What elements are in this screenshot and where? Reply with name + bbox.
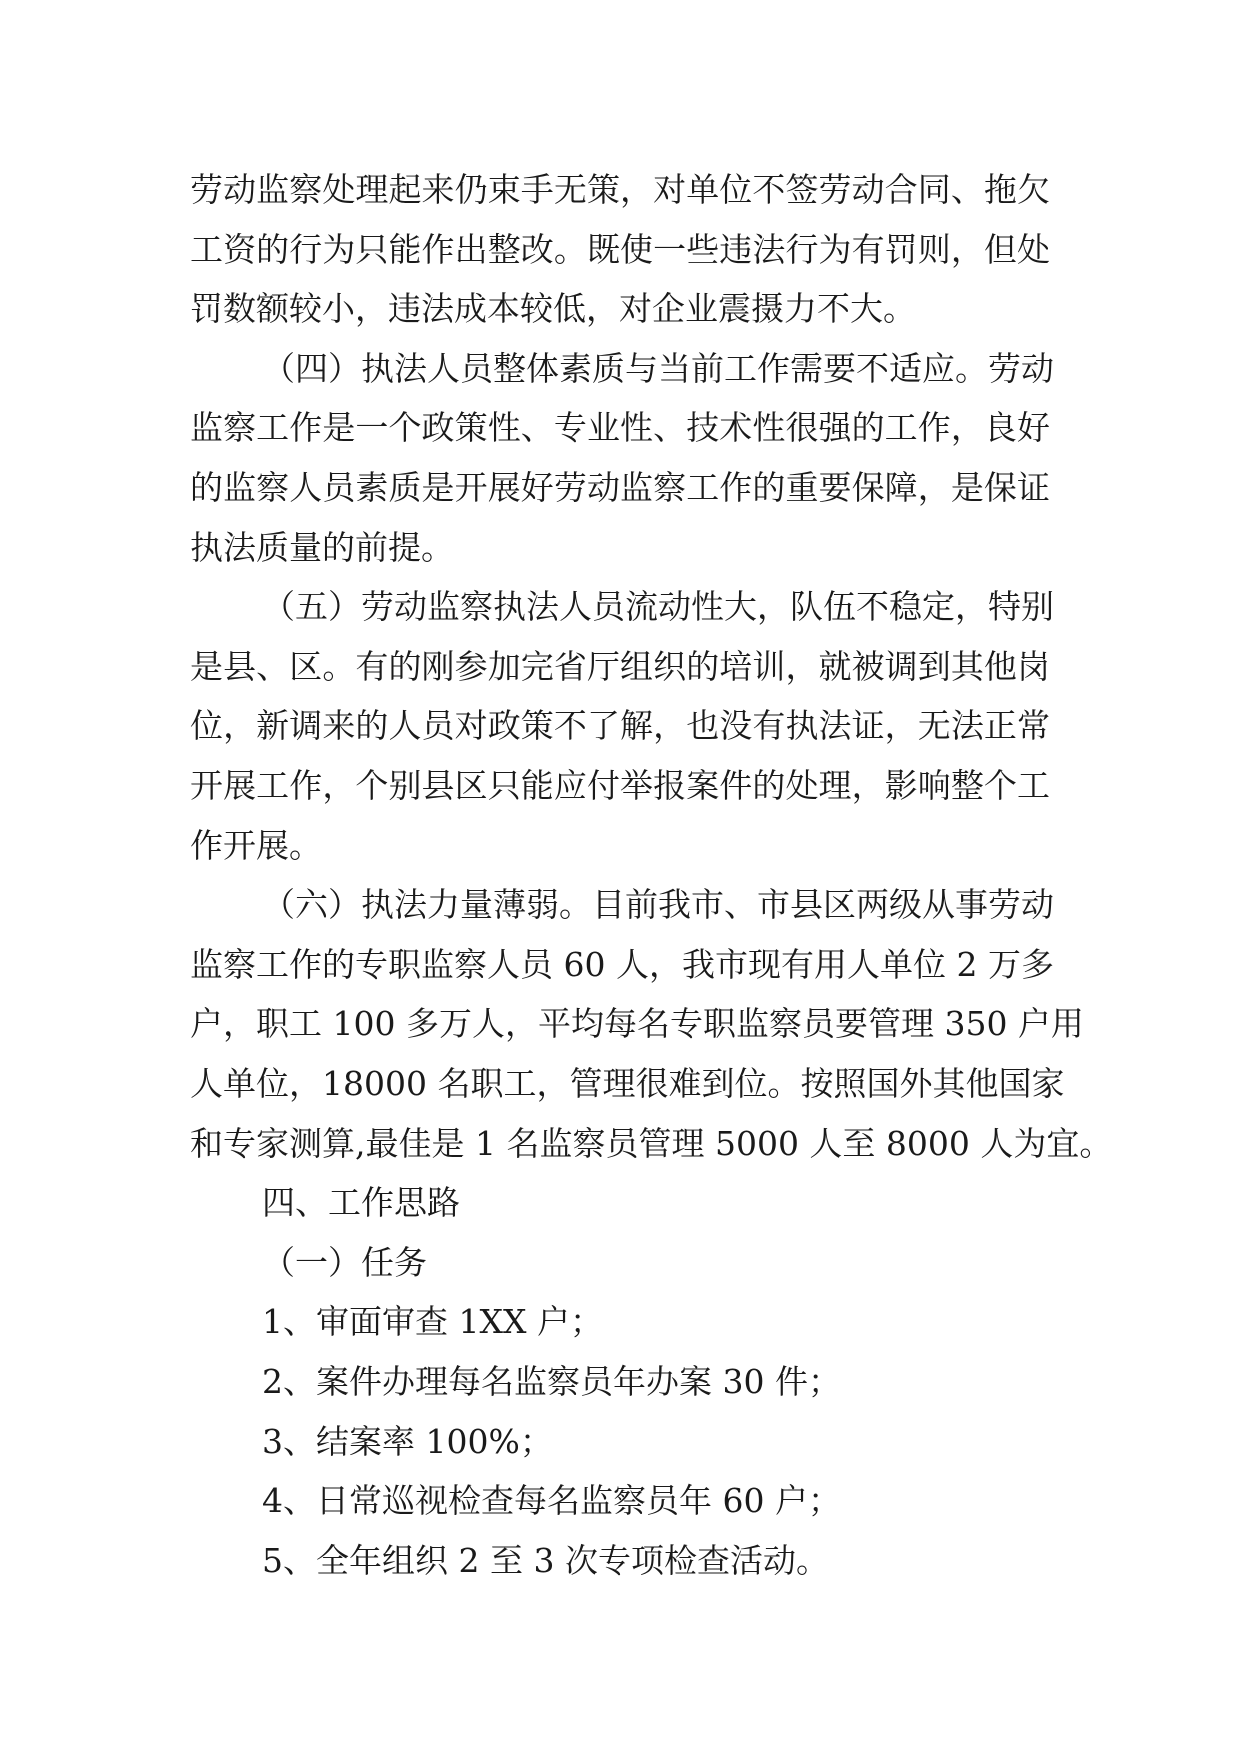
text-line: 的监察人员素质是开展好劳动监察工作的重要保障，是保证 bbox=[190, 468, 1050, 507]
text-line: 户，职工 100 多万人，平均每名专职监察员要管理 350 户用 bbox=[190, 1004, 1084, 1044]
text-line: （五）劳动监察执法人员流动性大，队伍不稳定，特别 bbox=[262, 587, 1054, 627]
text-line: （四）执法人员整体素质与当前工作需要不适应。劳动 bbox=[262, 348, 1054, 388]
text-line: 劳动监察处理起来仍束手无策，对单位不签劳动合同、拖欠 bbox=[190, 170, 1050, 209]
text-line: 开展工作，个别县区只能应付举报案件的处理，影响整个工 bbox=[190, 766, 1050, 805]
text-line: 5、全年组织 2 至 3 次专项检查活动。 bbox=[262, 1540, 829, 1580]
text-line: （六）执法力量薄弱。目前我市、市县区两级从事劳动 bbox=[262, 885, 1054, 925]
text-line: 位，新调来的人员对政策不了解，也没有执法证，无法正常 bbox=[190, 706, 1050, 746]
text-line: 罚数额较小，违法成本较低，对企业震摄力不大。 bbox=[190, 289, 916, 329]
text-line: 监察工作是一个政策性、专业性、技术性很强的工作，良好 bbox=[190, 408, 1050, 448]
text-line: 3、结案率 100%； bbox=[262, 1421, 553, 1461]
text-line: 四、工作思路 bbox=[262, 1183, 460, 1223]
text-line: 4、日常巡视检查每名监察员年 60 户； bbox=[262, 1481, 841, 1521]
text-line: 2、案件办理每名监察员年办案 30 件； bbox=[262, 1362, 841, 1401]
text-line: 1、审面审查 1XX 户； bbox=[262, 1302, 603, 1342]
text-line: 监察工作的专职监察人员 60 人，我市现有用人单位 2 万多 bbox=[190, 944, 1054, 984]
text-line: 人单位，18000 名职工，管理很难到位。按照国外其他国家 bbox=[190, 1064, 1065, 1103]
text-line: 是县、区。有的刚参加完省厅组织的培训，就被调到其他岗 bbox=[190, 646, 1050, 686]
text-line: 和专家测算,最佳是 1 名监察员管理 5000 人至 8000 人为宜。 bbox=[190, 1123, 1113, 1163]
text-line: （一）任务 bbox=[262, 1242, 427, 1282]
text-line: 执法质量的前提。 bbox=[190, 527, 454, 567]
text-line: 作开展。 bbox=[190, 825, 322, 865]
text-line: 工资的行为只能作出整改。既使一些违法行为有罚则，但处 bbox=[190, 229, 1050, 269]
